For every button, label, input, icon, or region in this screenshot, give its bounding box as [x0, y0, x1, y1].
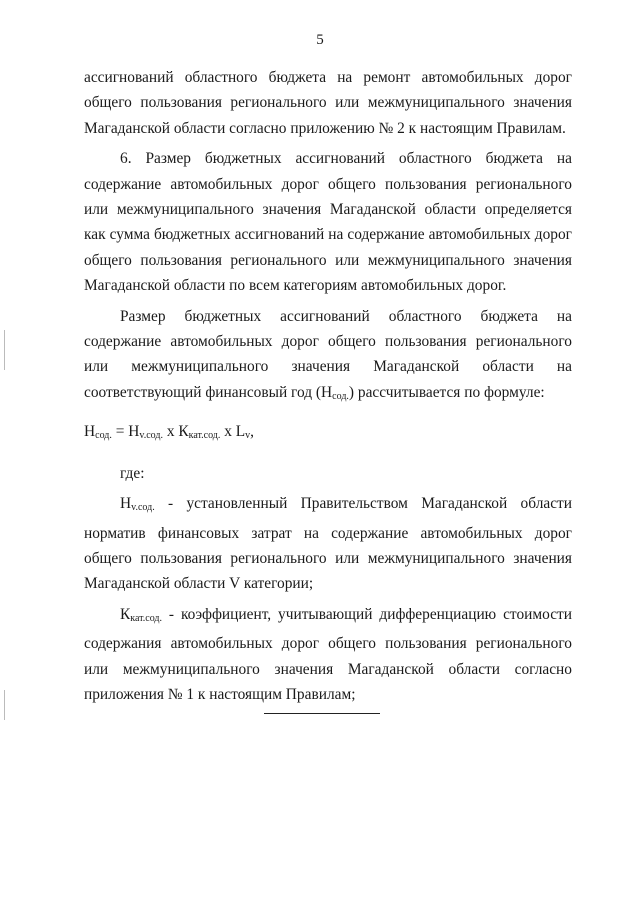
- definition-norm: [84, 491, 572, 597]
- scan-margin-mark: [4, 690, 5, 720]
- formula-symbol: ,: [250, 423, 255, 441]
- formula-symbol: х L: [220, 423, 246, 441]
- paragraph-item-6: [84, 146, 572, 298]
- formula-subscript: v.сод.: [139, 430, 163, 442]
- formula-subscript: кат.сод.: [188, 430, 221, 442]
- formula-symbol: Н: [84, 423, 96, 441]
- where-text: где:: [120, 464, 145, 482]
- paragraph-text: ) рассчитывается по формуле:: [348, 383, 545, 401]
- definition-subscript: v.сод.: [131, 502, 155, 514]
- scan-margin-mark: [4, 330, 5, 370]
- definition-subscript: кат.сод.: [130, 612, 163, 624]
- definition-text: - коэффициент, учитывающий дифференциацию стоимости содержания автомобильных дорог общего пользования регионального или межмуниципального значения Магаданской области согласно приложения № 1 к настоящим Правилам;: [84, 605, 572, 703]
- formula-subscript: v: [245, 430, 251, 442]
- definition-symbol: К: [120, 605, 131, 623]
- formula-subscript: сод.: [95, 430, 112, 442]
- definition-symbol: Н: [120, 495, 132, 513]
- document-body: [84, 65, 572, 712]
- symbol-subscript: сод.: [332, 390, 349, 402]
- paragraph-text: Размер бюджетных ассигнований областного бюджета на содержание автомобильных дорог общего пользования регионального или межмуниципального значения Магаданской области на соответствующий финансовый год (Н: [84, 307, 572, 401]
- definition-text: - установленный Правительством Магаданской области норматив финансовых затрат на содержание автомобильных дорог общего пользования регионального или межмуниципального значения Магаданской области V категории;: [84, 495, 572, 593]
- page-number: 5: [316, 32, 324, 48]
- paragraph-text: ассигнований областного бюджета на ремонт автомобильных дорог общего пользования регионального или межмуниципального значения Магаданской области согласно приложению № 2 к настоящим Правилам.: [84, 69, 572, 137]
- paragraph-text: 6. Размер бюджетных ассигнований областного бюджета на содержание автомобильных дорог общего пользования регионального или межмуниципального значения Магаданской области определяется как сумма бюджетных ассигнований на содержание автомобильных дорог общего пользования регионального или межмуниципального значения Магаданской области по всем категориям автомобильных дорог.: [84, 150, 572, 295]
- definition-coefficient: [84, 602, 572, 708]
- where-label: [84, 461, 572, 486]
- formula-symbol: = Н: [111, 423, 140, 441]
- formula: [84, 419, 572, 448]
- paragraph-size-formula-intro: [84, 304, 572, 410]
- formula-symbol: х К: [162, 423, 189, 441]
- end-separator-line: [264, 713, 380, 714]
- paragraph-budget-repair: [84, 65, 572, 141]
